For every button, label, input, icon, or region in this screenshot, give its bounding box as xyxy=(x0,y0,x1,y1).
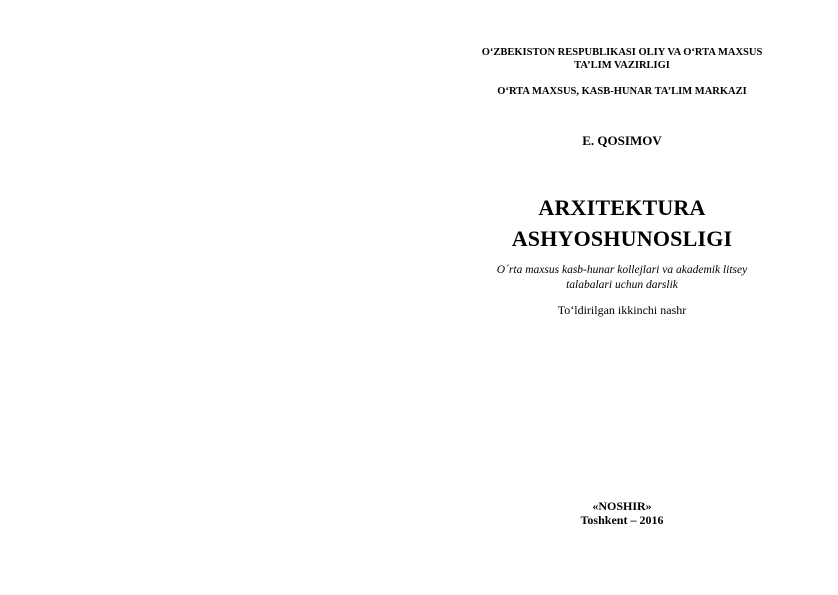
subtitle-line-2: talabalari uchun darslik xyxy=(566,279,678,291)
edition-note: To‘ldirilgan ikkinchi nashr xyxy=(557,303,687,317)
book-title-line-1: ARXITEKTURA xyxy=(538,195,706,220)
book-title-line-2: ASHYOSHUNOSLIGI xyxy=(511,226,733,251)
author-name: E. QOSIMOV xyxy=(582,133,662,148)
ministry-line-1: O‘ZBEKISTON RESPUBLIKASI OLIY VA O‘RTA MAXSUS xyxy=(481,47,763,58)
title-page-column xyxy=(452,0,792,595)
center-name: O‘RTA MAXSUS, KASB-HUNAR TA’LIM MARKAZI xyxy=(497,86,747,97)
subtitle-line-1: O´rta maxsus kasb-hunar kollejlari va akademik litsey xyxy=(496,264,748,276)
publisher-name: «NOSHIR» xyxy=(592,499,652,513)
city-year: Toshkent – 2016 xyxy=(580,513,664,527)
ministry-line-2: TA’LIM VAZIRLIGI xyxy=(574,60,670,71)
